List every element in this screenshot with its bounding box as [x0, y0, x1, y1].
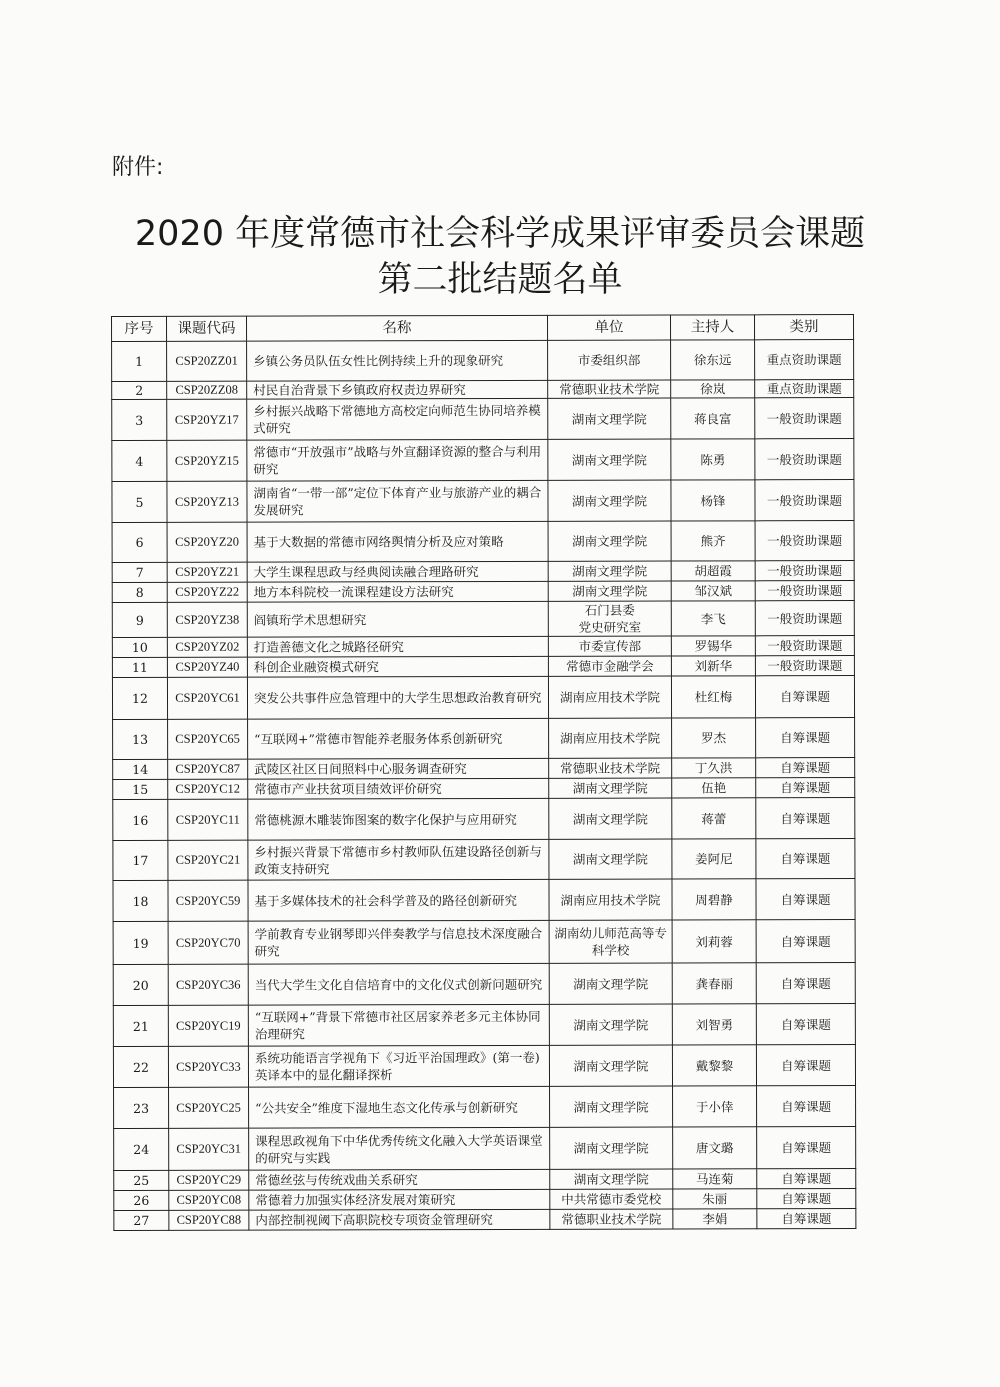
cell-unit: 市委组织部	[548, 340, 671, 380]
cell-code: CSP20YC25	[169, 1087, 249, 1128]
cell-name: 大学生课程思政与经典阅读融合理路研究	[247, 561, 548, 582]
cell-unit: 湖南文理学院	[549, 778, 672, 798]
cell-name: “互联网+”背景下常德市社区居家养老多元主体协同治理研究	[248, 1004, 549, 1046]
cell-name: 常德丝弦与传统戏曲关系研究	[249, 1169, 550, 1190]
cell-host: 蒋良富	[671, 398, 755, 439]
table-row	[112, 340, 854, 382]
document-title-line1: 2020 年度常德市社会科学成果评审委员会课题	[134, 214, 866, 254]
cell-unit: 湖南文理学院	[550, 1086, 673, 1127]
cell-code: CSP20YZ15	[167, 440, 247, 481]
header-unit: 单位	[547, 315, 670, 340]
cell-category: 重点资助课题	[755, 380, 854, 398]
cell-code: CSP20YC11	[168, 799, 248, 840]
cell-unit: 常德职业技术学院	[548, 380, 671, 398]
cell-host: 熊齐	[671, 521, 755, 561]
cell-name: 湖南省“一带一部”定位下体育产业与旅游产业的耦合发展研究	[247, 480, 548, 522]
cell-category: 自筹课题	[756, 758, 855, 778]
table-row	[112, 380, 854, 400]
cell-category: 自筹课题	[756, 1045, 855, 1086]
cell-host: 唐文璐	[673, 1127, 757, 1169]
cell-unit: 湖南应用技术学院	[549, 879, 672, 920]
cell-unit: 湖南文理学院	[548, 521, 671, 561]
cell-category: 重点资助课题	[755, 340, 854, 380]
table-row	[112, 656, 854, 678]
cell-host: 伍艳	[672, 778, 756, 798]
cell-category: 一般资助课题	[755, 480, 854, 521]
cell-code: CSP20YC59	[168, 880, 248, 921]
cell-no: 25	[114, 1170, 169, 1190]
cell-host: 丁久洪	[672, 758, 756, 778]
attachment-label: 附件:	[112, 155, 164, 180]
cell-code: CSP20YC33	[168, 1046, 248, 1087]
table-row	[114, 1209, 856, 1231]
table-row	[113, 839, 855, 881]
cell-category: 自筹课题	[756, 839, 855, 879]
cell-no: 23	[114, 1087, 169, 1128]
cell-host: 陈勇	[671, 439, 755, 480]
cell-host: 徐岚	[671, 380, 755, 398]
cell-unit: 石门县委 党史研究室	[548, 601, 671, 636]
cell-unit: 湖南文理学院	[549, 798, 672, 839]
table-row	[112, 439, 854, 482]
cell-host: 周碧静	[672, 879, 756, 920]
cell-no: 26	[114, 1190, 169, 1210]
cell-category: 自筹课题	[757, 1189, 856, 1209]
cell-no: 21	[113, 1005, 168, 1046]
cell-unit: 市委宣传部	[548, 636, 671, 656]
cell-host: 李飞	[671, 601, 755, 636]
cell-code: CSP20YC87	[168, 759, 248, 779]
cell-code: CSP20ZZ08	[167, 381, 247, 399]
table-row	[114, 1086, 856, 1129]
table-row	[113, 718, 855, 760]
cell-code: CSP20YZ13	[167, 481, 247, 522]
cell-name: 阎镇珩学术思想研究	[247, 601, 548, 637]
cell-name: “互联网+”常德市智能养老服务体系创新研究	[248, 718, 549, 759]
cell-name: 学前教育专业钢琴即兴伴奏教学与信息技术深度融合研究	[248, 920, 549, 964]
cell-code: CSP20YZ17	[167, 399, 247, 440]
cell-host: 杨锋	[671, 480, 755, 521]
cell-unit: 湖南文理学院	[548, 561, 671, 581]
header-code: 课题代码	[167, 316, 247, 341]
cell-category: 自筹课题	[756, 778, 855, 798]
cell-no: 5	[112, 481, 167, 522]
cell-no: 2	[112, 381, 167, 399]
cell-category: 一般资助课题	[755, 398, 854, 439]
table-row	[112, 480, 854, 523]
cell-unit: 湖南文理学院	[549, 963, 672, 1004]
table-row	[113, 798, 855, 841]
table-body	[112, 340, 856, 1231]
cell-category: 自筹课题	[756, 1004, 855, 1045]
cell-host: 马连菊	[673, 1169, 757, 1189]
cell-name: 武陵区社区日间照料中心服务调查研究	[248, 758, 549, 779]
cell-code: CSP20YC88	[169, 1210, 249, 1230]
cell-no: 9	[112, 602, 167, 637]
table-row	[112, 676, 854, 720]
cell-code: CSP20YC12	[168, 779, 248, 799]
cell-unit: 湖南文理学院	[548, 480, 671, 521]
cell-name: 乡镇公务员队伍女性比例持续上升的现象研究	[247, 340, 548, 381]
cell-no: 16	[113, 799, 168, 840]
cell-category: 自筹课题	[757, 1086, 856, 1127]
cell-host: 罗杰	[672, 718, 756, 758]
cell-unit: 湖南文理学院	[549, 1045, 672, 1086]
cell-unit: 湖南应用技术学院	[548, 676, 671, 718]
table-row	[113, 879, 855, 922]
cell-name: 突发公共事件应急管理中的大学生思想政治教育研究	[247, 676, 548, 719]
cell-no: 15	[113, 779, 168, 799]
cell-name: 课程思政视角下中华优秀传统文化融入大学英语课堂的研究与实践	[249, 1127, 550, 1170]
cell-code: CSP20YZ21	[167, 562, 247, 582]
table-row	[112, 521, 854, 563]
cell-code: CSP20ZZ01	[167, 341, 247, 381]
cell-host: 刘智勇	[672, 1004, 756, 1045]
cell-name: “公共安全”维度下湿地生态文化传承与创新研究	[249, 1086, 550, 1128]
cell-category: 一般资助课题	[755, 601, 854, 636]
cell-no: 12	[112, 677, 167, 719]
cell-no: 24	[114, 1128, 169, 1170]
cell-name: 常德桃源木雕装饰图案的数字化保护与应用研究	[248, 798, 549, 840]
cell-host: 龚春丽	[672, 963, 756, 1004]
header-name: 名称	[247, 315, 548, 341]
cell-category: 自筹课题	[756, 963, 855, 1004]
cell-code: CSP20YC29	[169, 1170, 249, 1190]
cell-no: 6	[112, 522, 167, 562]
cell-no: 18	[113, 880, 168, 921]
header-category: 类别	[754, 315, 853, 340]
table-header-row	[112, 315, 854, 342]
cell-no: 11	[112, 657, 167, 677]
cell-name: 科创企业融资模式研究	[247, 656, 548, 677]
cell-no: 3	[112, 399, 167, 440]
cell-unit: 湖南文理学院	[548, 581, 671, 601]
cell-unit: 常德职业技术学院	[550, 1209, 673, 1229]
cell-name: 基于大数据的常德市网络舆情分析及应对策略	[247, 521, 548, 562]
cell-code: CSP20YC08	[169, 1190, 249, 1210]
cell-code: CSP20YC36	[168, 964, 248, 1005]
table-row	[112, 581, 854, 603]
table-row	[112, 561, 854, 583]
cell-host: 刘新华	[671, 656, 755, 676]
cell-no: 10	[112, 637, 167, 657]
cell-host: 杜红梅	[671, 676, 755, 718]
table-row	[113, 758, 855, 780]
cell-category: 自筹课题	[756, 920, 855, 963]
cell-unit: 常德市金融学会	[548, 656, 671, 676]
cell-no: 14	[113, 759, 168, 779]
cell-name: 乡村振兴战略下常德地方高校定向师范生协同培养模式研究	[247, 398, 548, 440]
table-row	[113, 1004, 855, 1047]
cell-code: CSP20YC61	[167, 677, 247, 719]
cell-unit: 湖南文理学院	[548, 398, 671, 439]
cell-name: 打造善德文化之城路径研究	[247, 636, 548, 657]
table-row	[113, 1045, 855, 1088]
cell-code: CSP20YZ22	[167, 582, 247, 602]
cell-unit: 湖南幼儿师范高等专科学校	[549, 920, 672, 963]
cell-unit: 常德职业技术学院	[549, 758, 672, 778]
cell-name: 基于多媒体技术的社会科学普及的路径创新研究	[248, 879, 549, 921]
cell-host: 李娟	[673, 1209, 757, 1229]
cell-unit: 湖南文理学院	[549, 839, 672, 879]
cell-no: 22	[113, 1046, 168, 1087]
cell-host: 徐东远	[671, 340, 755, 380]
cell-unit: 湖南文理学院	[550, 1127, 673, 1169]
cell-host: 蒋蕾	[672, 798, 756, 839]
table-row	[114, 1189, 856, 1211]
cell-code: CSP20YZ20	[167, 522, 247, 562]
cell-host: 罗锡华	[671, 636, 755, 656]
table-row	[114, 1127, 856, 1171]
cell-host: 姜阿尼	[672, 839, 756, 879]
cell-name: 内部控制视阈下高职院校专项资金管理研究	[249, 1209, 550, 1230]
cell-category: 一般资助课题	[755, 636, 854, 656]
cell-code: CSP20YZ02	[167, 637, 247, 657]
cell-code: CSP20YC19	[168, 1005, 248, 1046]
cell-unit: 湖南应用技术学院	[549, 718, 672, 758]
cell-category: 自筹课题	[757, 1209, 856, 1229]
cell-category: 自筹课题	[756, 798, 855, 839]
cell-code: CSP20YC31	[169, 1128, 249, 1170]
cell-category: 自筹课题	[756, 718, 855, 758]
cell-code: CSP20YC21	[168, 840, 248, 880]
cell-category: 一般资助课题	[755, 581, 854, 601]
cell-category: 一般资助课题	[755, 561, 854, 581]
cell-code: CSP20YZ40	[167, 657, 247, 677]
cell-no: 27	[114, 1210, 169, 1230]
cell-no: 20	[113, 964, 168, 1005]
cell-no: 13	[113, 719, 168, 759]
document-title-line2: 第二批结题名单	[377, 260, 623, 300]
cell-category: 自筹课题	[756, 879, 855, 920]
cell-host: 于小倖	[673, 1086, 757, 1127]
cell-name: 村民自治背景下乡镇政府权责边界研究	[247, 380, 548, 399]
cell-code: CSP20YC70	[168, 921, 248, 964]
cell-category: 自筹课题	[757, 1127, 856, 1169]
table-row	[112, 398, 854, 441]
cell-no: 4	[112, 440, 167, 481]
cell-category: 一般资助课题	[755, 521, 854, 561]
cell-host: 戴黎黎	[672, 1045, 756, 1086]
cell-name: 地方本科院校一流课程建设方法研究	[247, 581, 548, 602]
cell-code: CSP20YC65	[168, 719, 248, 759]
cell-name: 常德市“开放强市”战略与外宣翻译资源的整合与利用研究	[247, 439, 548, 481]
cell-host: 刘莉蓉	[672, 920, 756, 963]
cell-no: 1	[112, 341, 167, 381]
cell-name: 系统功能语言学视角下《习近平治国理政》(第一卷)英译本中的显化翻译探析	[248, 1045, 549, 1087]
header-host: 主持人	[670, 315, 754, 340]
cell-no: 7	[112, 562, 167, 582]
cell-name: 当代大学生文化自信培育中的文化仪式创新问题研究	[248, 963, 549, 1005]
cell-host: 胡超霞	[671, 561, 755, 581]
cell-host: 朱丽	[673, 1189, 757, 1209]
cell-host: 邹汉斌	[671, 581, 755, 601]
cell-name: 常德市产业扶贫项目绩效评价研究	[248, 778, 549, 799]
table-row	[113, 778, 855, 800]
cell-unit: 湖南文理学院	[550, 1169, 673, 1189]
table-row	[114, 1169, 856, 1191]
cell-code: CSP20YZ38	[167, 602, 247, 637]
cell-unit: 湖南文理学院	[549, 1004, 672, 1045]
cell-category: 一般资助课题	[755, 656, 854, 676]
cell-unit: 中共常德市委党校	[550, 1189, 673, 1209]
cell-unit: 湖南文理学院	[548, 439, 671, 480]
table-row	[113, 963, 855, 1006]
cell-category: 自筹课题	[757, 1169, 856, 1189]
table-row	[113, 920, 855, 965]
cell-no: 8	[112, 582, 167, 602]
cell-no: 19	[113, 921, 168, 964]
table-row	[112, 601, 854, 638]
cell-category: 自筹课题	[755, 676, 854, 718]
table-row	[112, 636, 854, 658]
header-no: 序号	[112, 316, 167, 341]
cell-name: 常德着力加强实体经济发展对策研究	[249, 1189, 550, 1210]
cell-no: 17	[113, 840, 168, 880]
results-table	[111, 314, 856, 1231]
cell-name: 乡村振兴背景下常德市乡村教师队伍建设路径创新与政策支持研究	[248, 839, 549, 880]
cell-category: 一般资助课题	[755, 439, 854, 480]
